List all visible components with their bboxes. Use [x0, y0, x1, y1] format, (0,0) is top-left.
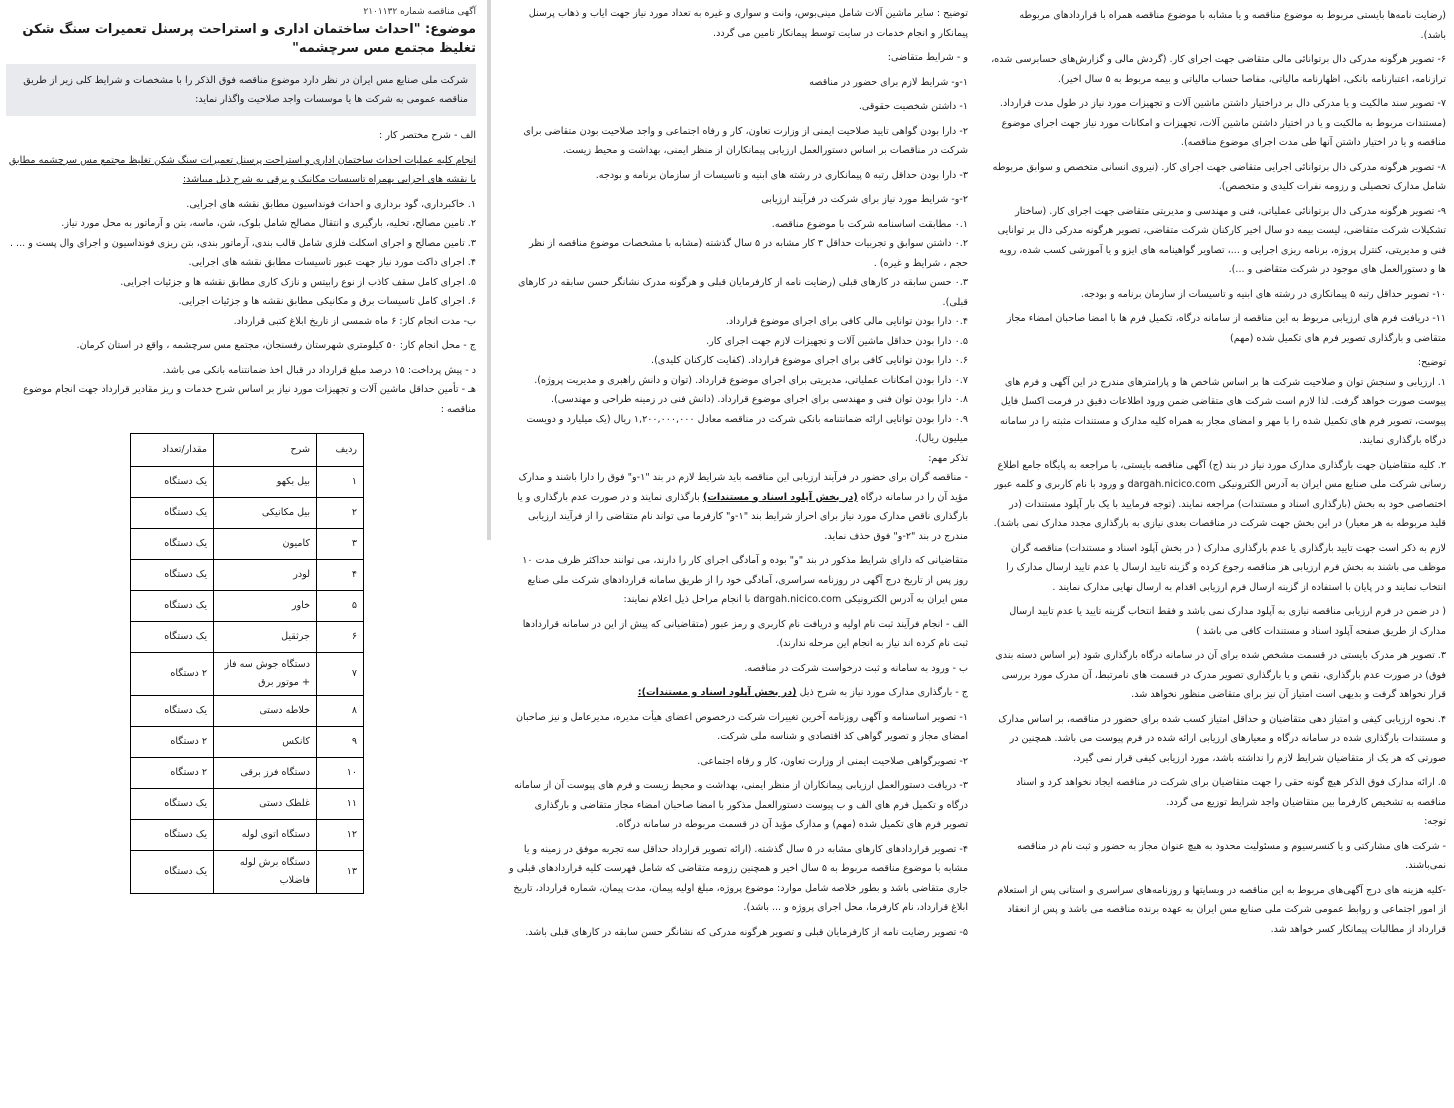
- equipment-quantity: ۲ دستگاه: [131, 653, 214, 696]
- work-item: ۴. اجرای داکت مورد نیاز جهت عبور تاسیسات مطابق نقشه های اجرایی.: [188, 257, 476, 268]
- location: ج - محل انجام کار: ۵۰ کیلومتری شهرستان رفسنجان، مجتمع مس سرچشمه ، واقع در استان کرمان.: [76, 340, 476, 351]
- upload-section-label: (در بخش آپلود اسناد و مستندات): [702, 491, 858, 503]
- attention-title: توجه:: [1424, 816, 1446, 827]
- important-note-text: - مناقصه گران برای حضور در فرآیند ارزیابی این مناقصه باید شرایط لازم در بند "۱-و" فوق را دارا باشند و مدارک مؤید آن را در سامانه درگاه: [518, 472, 968, 503]
- document-item: ۱- تصویر اساسنامه و آگهی روزنامه آخرین تغییرات شرکت درخصوص اعضای هیأت مدیره، مدیرعامل و نیز صاحبان امضای مجاز و تصویر گواهی کد اقتصادی و شناسه ملی شرکت.: [516, 711, 968, 742]
- important-note: [509, 468, 968, 546]
- row-number: ۷: [317, 653, 364, 696]
- column-first: [0, 0, 484, 1108]
- equipment-quantity: ۲ دستگاه: [131, 758, 214, 789]
- condition-item: ۳- دارا بودن حداقل رتبه ۵ پیمانکاری در رشته های ابنیه و تاسیسات از سازمان برنامه و بودجه.: [595, 169, 968, 181]
- document-item: ۵- تصویر رضایت نامه از کارفرمایان قبلی و تصویر هرگونه مدرکی که نشانگر حسن سابقه در کارهای قبلی باشد.: [525, 926, 968, 938]
- table-row: [131, 529, 364, 560]
- table-row: [131, 591, 364, 622]
- notice-subject: موضوع: "احداث ساختمان اداری و استراحت پرسنل تعمیرات سنگ شکن تغلیظ مجتمع مس سرچشمه": [22, 22, 476, 56]
- section-vav-title: و - شرایط متقاضی:: [887, 52, 968, 63]
- row-number: ۸: [317, 696, 364, 727]
- note-item: ۲. کلیه متقاضیان جهت بارگذاری مدارک مورد نیاز در بند (ج) آگهی مناقصه بایستی، با مراجعه به پایگاه جامع اطلاع رسانی شرکت ملی صنایع مس ایران به آدرس الکترونیکی dargah.nicico.com و ورود با نام کاربری و کلمه عبور اختصاصی خود به بخش (بارگذاری اسناد و مستندات) مراجعه نمایند. (توجه فرمایید با یک بار آپلود مستندات (در قلید مربوطه به هر معیار) در این بخش جهت شرکت در مناقصات بعدی نیازی به بارگذاری مجدد مدارک نمی باشد).: [993, 459, 1446, 529]
- note-item: ۳. تصویر هر مدرک بایستی در قسمت مشخص شده برای آن در سامانه درگاه بارگذاری شود (بر اساس دسته بندی فوق) در صورت عدم بارگذاری، نقص و یا بارگذاری تصویر مدرک در قسمت های نامرتبط، آن مدرک مورد بررسی قرار نخواهد گرفت و بدیهی است امتیاز آن نیز برای متقاضی منظور نخواهد شد.: [995, 650, 1446, 700]
- step-upload: [509, 683, 968, 703]
- table-row: [131, 560, 364, 591]
- notice-number: آگهی مناقصه شماره ۲۱۰۱۱۳۲: [363, 7, 476, 17]
- equipment-name: کامیون: [214, 529, 317, 560]
- row-number: ۹: [317, 727, 364, 758]
- row-number: ۵: [317, 591, 364, 622]
- equipment-name: جرثقیل: [214, 622, 317, 653]
- row-number: ۲: [317, 498, 364, 529]
- row-number: ۱: [317, 467, 364, 498]
- row-number: ۳: [317, 529, 364, 560]
- document-item: ۷- تصویر سند مالکیت و یا مدرکی دال بر دراختیار داشتن ماشین آلات و تجهیزات مورد نیاز در طول مدت قرارداد. (مستندات مربوط به مالکیت و یا در اختیار داشتن ماشین آلات، تجهیزات و امکانات مورد نیاز جهت اجرای موضوع مناقصه و یا در اختیار داشتن آنها طی مدت اجرای موضوع مناقصه).: [999, 98, 1446, 148]
- attention-item: -کلیه هزینه های درج آگهی‌های مربوط به این مناقصه در وبسایتها و روزنامه‌های سراسری و استانی پس از استعلام از امور اجتماعی و روابط عمومی شرکت ملی صنایع مس ایران به عهده برنده مناقصه می باشد و پس از انعقاد قرارداد از مطالبات پیمانکار کسر خواهد شد.: [997, 884, 1446, 935]
- equipment-quantity: یک دستگاه: [131, 622, 214, 653]
- table-row: [131, 851, 364, 894]
- evaluation-item: ۰.۴ دارا بودن توانایی مالی کافی برای اجرای موضوع قرارداد.: [725, 316, 968, 327]
- table-row: [131, 653, 364, 696]
- table-header-row: [131, 434, 364, 467]
- evaluation-item: ۰.۱ مطابقت اساسنامه شرکت با موضوع مناقصه.: [771, 218, 968, 230]
- step-registration: الف - انجام فرآیند ثبت نام اولیه و دریافت نام کاربری و رمز عبور (متقاضیانی که پیش از این در سامانه قراردادها ثبت نام کرده اند نیاز به انجام این مرحله ندارند).: [522, 618, 968, 649]
- important-note-text-cont: بارگذاری نمایند و در صورت عدم بارگذاری و یا بارگذاری ناقص مدارک مورد نیاز برای احراز شرایط بند "۱-و" کارفرما می تواند نام متقاضی را از فرآیند ارزیابی مندرج در بند "۲-و" فوق حذف نماید.: [517, 491, 968, 542]
- equipment-quantity: ۲ دستگاه: [131, 727, 214, 758]
- work-item: ۳. تامین مصالح و اجرای اسکلت فلزی شامل قالب بندی، آرماتور بندی، بتن ریزی فونداسیون و اجرای وال پست و ... .: [9, 237, 476, 249]
- row-number: ۴: [317, 560, 364, 591]
- column-second: [505, 0, 980, 1108]
- row-number: ۱۱: [317, 789, 364, 820]
- column-divider: [487, 0, 491, 540]
- equipment-name: بیل مکانیکی: [214, 498, 317, 529]
- equipment-name: دستگاه برش لوله فاضلاب: [214, 851, 317, 894]
- work-item: ۵. اجرای کامل سقف کاذب از نوع رابیتس و نازک کاری مطابق نقشه ها و جزئیات اجرایی.: [120, 276, 476, 288]
- equipment-quantity: یک دستگاه: [131, 560, 214, 591]
- document-item: ۸- تصویر هرگونه مدرکی دال برتوانائی اجرایی متقاضی جهت اجرای کار. (نیروی انسانی متخصص و سوابق مربوطه شامل مدارک تحصیلی و رزومه نفرات کلیدی و متخصص).: [992, 161, 1446, 192]
- document-item: ۶- تصویر هرگونه مدرکی دال برتوانائی مالی متقاضی جهت اجرای کار. (گردش مالی و گزارش‌های حسابرسی شده، ترازنامه، اعتبارنامه بانکی، اظهارنامه مالیاتی، مفاصا حساب مالیاتی و بیمه مربوط به ۵ سال اخیر).: [991, 54, 1446, 85]
- note-item: ۱. ارزیابی و سنجش توان و صلاحیت شرکت ها بر اساس شاخص ها و پارامترهای مندرج در این آگهی و فرم های پیوست صورت خواهد گرفت. لذا لازم است شرکت های متقاضی ضمن ورود اطلاعات دقیق در فرمت اکسل فایل پیوست، تصویر فرم های تکمیل شده را با مهر و امضای مجاز به همراه کلیه مدارک و مستندات مثبته را در سامانه درگاه بارگذاری نمایند.: [999, 376, 1446, 446]
- step-login: ب - ورود به سامانه و ثبت درخواست شرکت در مناقصه.: [744, 662, 968, 674]
- equipment-intro: هـ - تأمین حداقل ماشین آلات و تجهیزات مورد نیاز بر اساس شرح خدمات و ریز مقادیر قرارداد جهت انجام موضوع مناقصه :: [23, 384, 476, 415]
- row-number: ۶: [317, 622, 364, 653]
- evaluation-item: ۰.۹ دارا بودن توانایی ارائه ضمانتنامه بانکی شرکت در مناقصه معادل ۱,۲۰۰,۰۰۰,۰۰۰ ریال (یک میلیارد و دویست میلیون ریال).: [526, 413, 968, 444]
- note-item: ۵. ارائه مدارک فوق الذکر هیچ گونه حقی را جهت متقاضیان برای شرکت در مناقصه ایجاد نخواهد کرد و اسناد مناقصه به تشخیص کارفرما بین متقاضیان واجد شرایط توزیع می گردد.: [1016, 777, 1446, 808]
- evaluation-item: ۰.۶ دارا بودن توانایی کافی برای اجرای موضوع قرارداد. (کفایت کارکنان کلیدی).: [651, 355, 968, 366]
- table-row: [131, 789, 364, 820]
- important-note-title: تذکر مهم:: [928, 452, 968, 464]
- notes-title: توضیح:: [1417, 357, 1446, 368]
- note-item: لازم به ذکر است جهت تایید بارگذاری یا عدم بارگذاری مدارک ( در بخش آپلود اسناد و مستندات) مناقصه گران موظف می باشند به بخش فرم ارزیابی هر مناقصه رجوع کرده و گزینه تایید ارسال یا عدم تایید ارسال مدارک را انتخاب نمایند و در پایان با استفاده از گزینه ارسال فرم ارزیابی اقدام به ارسال نهایی مدارک نمایند .: [1006, 542, 1446, 593]
- table-row: [131, 467, 364, 498]
- table-row: [131, 622, 364, 653]
- document-item: ۴- تصویر قراردادهای کارهای مشابه در ۵ سال گذشته. (ارائه تصویر قرارداد حداقل سه تجربه موفق در زمینه و یا مشابه با موضوع مناقصه مربوط به ۵ سال اخیر و همچنین رزومه متقاضی که شامل فهرست کلیه قراردادهای قبلی و جاری متقاضی باشد و بطور خلاصه شامل موارد: موضوع پروژه، مبلغ اولیه پیمان، مدت پیمان، شماره قرارداد، تاریخ ابلاغ قرارداد، نام کارفرما، محل اجرای پروژه و ... باشد).: [509, 843, 968, 913]
- table-row: [131, 696, 364, 727]
- condition-item: ۲- دارا بودن گواهی تایید صلاحیت ایمنی از وزارت تعاون، کار و رفاه اجتماعی و واجد صلاحیت بودن متقاضی برای شرکت در مناقصات بر اساس دستورالعمل ارزیابی پیمانکاران از منظر ایمنی، بهداشت و محیط زیست.: [523, 125, 968, 156]
- document-item: ۹- تصویر هرگونه مدرکی دال برتوانائی عملیاتی، فنی و مهندسی و مدیریتی متقاضی جهت اجرای کار. (ساختار تشکیلات شرکت متقاضی، لیست بیمه دو سال اخیر کارکنان شرکت متقاضی، تصویر هرگونه مدرکی دال بر توانایی فنی و مدیریتی، کنترل پروژه، برنامه ریزی اجرایی و ...، تصاویر گواهینامه های ایزو و یا آموزشی کسب شده، رویه ها و دستورالعمل های موجود در شرکت متقاضی و ...).: [997, 205, 1446, 275]
- work-summary: انجام کلیه عملیات احداث ساختمان اداری و استراحت پرسنل تعمیرات سنگ شکن تغلیظ مجتمع مس سرچشمه مطابق با نقشه های اجرایی بهمراه تاسیسات مکانیک و برقی به شرح ذیل میباشد:: [8, 154, 476, 185]
- intro-box: شرکت ملی صنایع مس ایران در نظر دارد موضوع مناقصه فوق الذکر را با مشخصات و شرایط کلی زیر از طریق مناقصه عمومی به شرکت ها یا موسسات واجد صلاحیت واگذار نماید:: [6, 64, 476, 116]
- attention-item: - شرکت های مشارکتی و یا کنسرسیوم و مسئولیت محدود به هیچ عنوان مجاز به حضور و ثبت نام در مناقصه نمی‌باشند.: [1017, 840, 1446, 871]
- row-number: ۱۲: [317, 820, 364, 851]
- equipment-quantity: یک دستگاه: [131, 696, 214, 727]
- machinery-note: توضیح : سایر ماشین آلات شامل مینی‌بوس، وانت و سواری و غیره به تعداد مورد نیاز جهت ایاب و ذهاب پرسنل پیمانکار و انجام خدمات در سایت توسط پیمانکار تامین می گردد.: [528, 8, 968, 39]
- evaluation-item: ۰.۲ داشتن سوابق و تجربیات حداقل ۳ کار مشابه در ۵ سال گذشته (مشابه با مشخصات موضوع مناقصه از نظر حجم ، شرایط و غیره) .: [528, 238, 968, 269]
- equipment-quantity: یک دستگاه: [131, 851, 214, 894]
- equipment-name: خلاطه دستی: [214, 696, 317, 727]
- document-item: ۱۰- تصویر حداقل رتبه ۵ پیمانکاری در رشته های ابنیه و تاسیسات از سازمان برنامه و بودجه.: [1080, 288, 1446, 300]
- column-third: [985, 0, 1454, 1108]
- column-header-description: شرح: [214, 434, 317, 467]
- document-item: ۳- دریافت دستورالعمل ارزیابی پیمانکاران از منظر ایمنی، بهداشت و محیط زیست و فرم های پیوست آن از سامانه درگاه و تکمیل فرم های الف و ب پیوست دستورالعمل مذکور با امضا صاحبان امضاء مجاز متقاضی و بارگذاری تصویر فرم های تکمیل شده (مهم) و مدارک مؤید آن در قسمت مربوطه در سامانه درگاه.: [514, 780, 968, 830]
- document-item: ۲- تصویرگواهی صلاحیت ایمنی از وزارت تعاون، کار و رفاه اجتماعی.: [697, 755, 968, 767]
- applicants-instructions: متقاضیانی که دارای شرایط مذکور در بند "و" بوده و آمادگی اجرای کار را دارند، می توانند حداکثر ظرف مدت ۱۰ روز پس از تاریخ درج آگهی در روزنامه سراسری، آمادگی خود را از طریق سامانه قراردادهای شرکت ملی صنایع مس ایران به آدرس الکترونیکی dargah.nicico.com با انجام مراحل ذیل اعلام نمایند:: [522, 555, 968, 605]
- evaluation-item: ۰.۷ دارا بودن امکانات عملیاتی، مدیریتی برای اجرای موضوع قرارداد. (توان و دانش راهبری و مدیریت پروژه).: [534, 374, 968, 386]
- table-row: [131, 758, 364, 789]
- evaluation-item: ۰.۸ دارا بودن توان فنی و مهندسی برای اجرای موضوع قرارداد. (دانش فنی در زمینه طراحی و مهندسی).: [550, 394, 968, 405]
- duration: ب- مدت انجام کار: ۶ ماه شمسی از تاریخ ابلاغ کتبی قرارداد.: [233, 315, 476, 327]
- equipment-name: دستگاه جوش سه فاز + موتور برق: [214, 653, 317, 696]
- equipment-name: غلطک دستی: [214, 789, 317, 820]
- table-row: [131, 498, 364, 529]
- equipment-quantity: یک دستگاه: [131, 591, 214, 622]
- column-header-quantity: مقدار/تعداد: [131, 434, 214, 467]
- condition-item: ۱- داشتن شخصیت حقوقی.: [858, 101, 968, 112]
- equipment-name: لودر: [214, 560, 317, 591]
- evaluation-item: ۰.۳ حسن سابقه در کارهای قبلی (رضایت نامه از کارفرمایان قبلی و هرگونه مدرک نشانگر حسن سابقه در کارهای قبلی).: [518, 277, 968, 308]
- note-item: ( در ضمن در فرم ارزیابی مناقصه نیازی به آپلود مدارک نمی باشد و فقط انتخاب گزینه تایید یا عدم تایید ارسال مدارک از طریق صفحه آپلود اسناد و مستندات کافی می باشد ): [1009, 606, 1446, 637]
- subsection-vav2-title: ۲-و- شرایط مورد نیاز برای شرکت در فرآیند ارزیابی: [761, 194, 968, 205]
- row-number: ۱۰: [317, 758, 364, 789]
- work-item: ۲. تامین مصالح، تخلیه، بارگیری و انتقال مصالح شامل بلوک، شن، ماسه، بتن و آرماتور به محل مورد نیاز.: [61, 218, 476, 229]
- equipment-quantity: یک دستگاه: [131, 820, 214, 851]
- equipment-quantity: یک دستگاه: [131, 529, 214, 560]
- equipment-quantity: یک دستگاه: [131, 467, 214, 498]
- column-header-row-number: ردیف: [317, 434, 364, 467]
- section-alef-title: الف - شرح مختصر کار :: [379, 130, 476, 141]
- equipment-quantity: یک دستگاه: [131, 498, 214, 529]
- upload-section-label: (در بخش آپلود اسناد و مستندات):: [637, 687, 797, 698]
- equipment-quantity: یک دستگاه: [131, 789, 214, 820]
- equipment-name: خاور: [214, 591, 317, 622]
- equipment-table: [130, 433, 364, 894]
- equipment-name: دستگاه اتوی لوله: [214, 820, 317, 851]
- work-item: ۱. خاکبرداری، گود برداری و احداث فونداسیون مطابق نقشه های اجرایی.: [186, 198, 476, 210]
- note-item: ۴. نحوه ارزیابی کیفی و امتیاز دهی متقاضیان و حداقل امتیاز کسب شده برای حضور در مناقصه، بر اساس مدارک و مستندات بارگذاری شده در سامانه درگاه و معیارهای ارزیابی ارائه شده در فرم پیوست می باشد. همچنین در صورتی که هر یک از متقاضیان شرایط لازم را نداشته باشد، مورد ارزیابی کیفی قرار نمی گیرد.: [998, 713, 1446, 764]
- document-item-continued: (رضایت نامه‌ها بایستی مربوط به موضوع مناقصه و یا مشابه با موضوع مناقصه همراه با قراردادهای مربوطه باشد).: [1019, 10, 1446, 41]
- evaluation-item: ۰.۵ دارا بودن حداقل ماشین آلات و تجهیزات لازم جهت اجرای کار.: [706, 335, 968, 347]
- prepayment: د - پیش پرداخت: ۱۵ درصد مبلغ قرارداد در قبال اخذ ضمانتنامه بانکی می باشد.: [162, 364, 476, 376]
- table-row: [131, 727, 364, 758]
- step-upload-text: ج - بارگذاری مدارک مورد نیاز به شرح ذیل: [799, 687, 968, 698]
- equipment-name: بیل بکهو: [214, 467, 317, 498]
- table-row: [131, 820, 364, 851]
- equipment-name: کانکس: [214, 727, 317, 758]
- document-item: ۱۱- دریافت فرم های ارزیابی مربوط به این مناقصه از سامانه درگاه، تکمیل فرم ها با امضا صاحبان امضاء مجاز متقاضی و بارگذاری تصویر فرم های تکمیل شده (مهم): [1006, 313, 1446, 344]
- equipment-name: دستگاه فرز برقی: [214, 758, 317, 789]
- row-number: ۱۳: [317, 851, 364, 894]
- subsection-vav1-title: ۱-و- شرایط لازم برای حضور در مناقصه: [809, 76, 968, 88]
- work-item: ۶. اجرای کامل تاسیسات برق و مکانیکی مطابق نقشه ها و جزئیات اجرایی.: [178, 296, 476, 307]
